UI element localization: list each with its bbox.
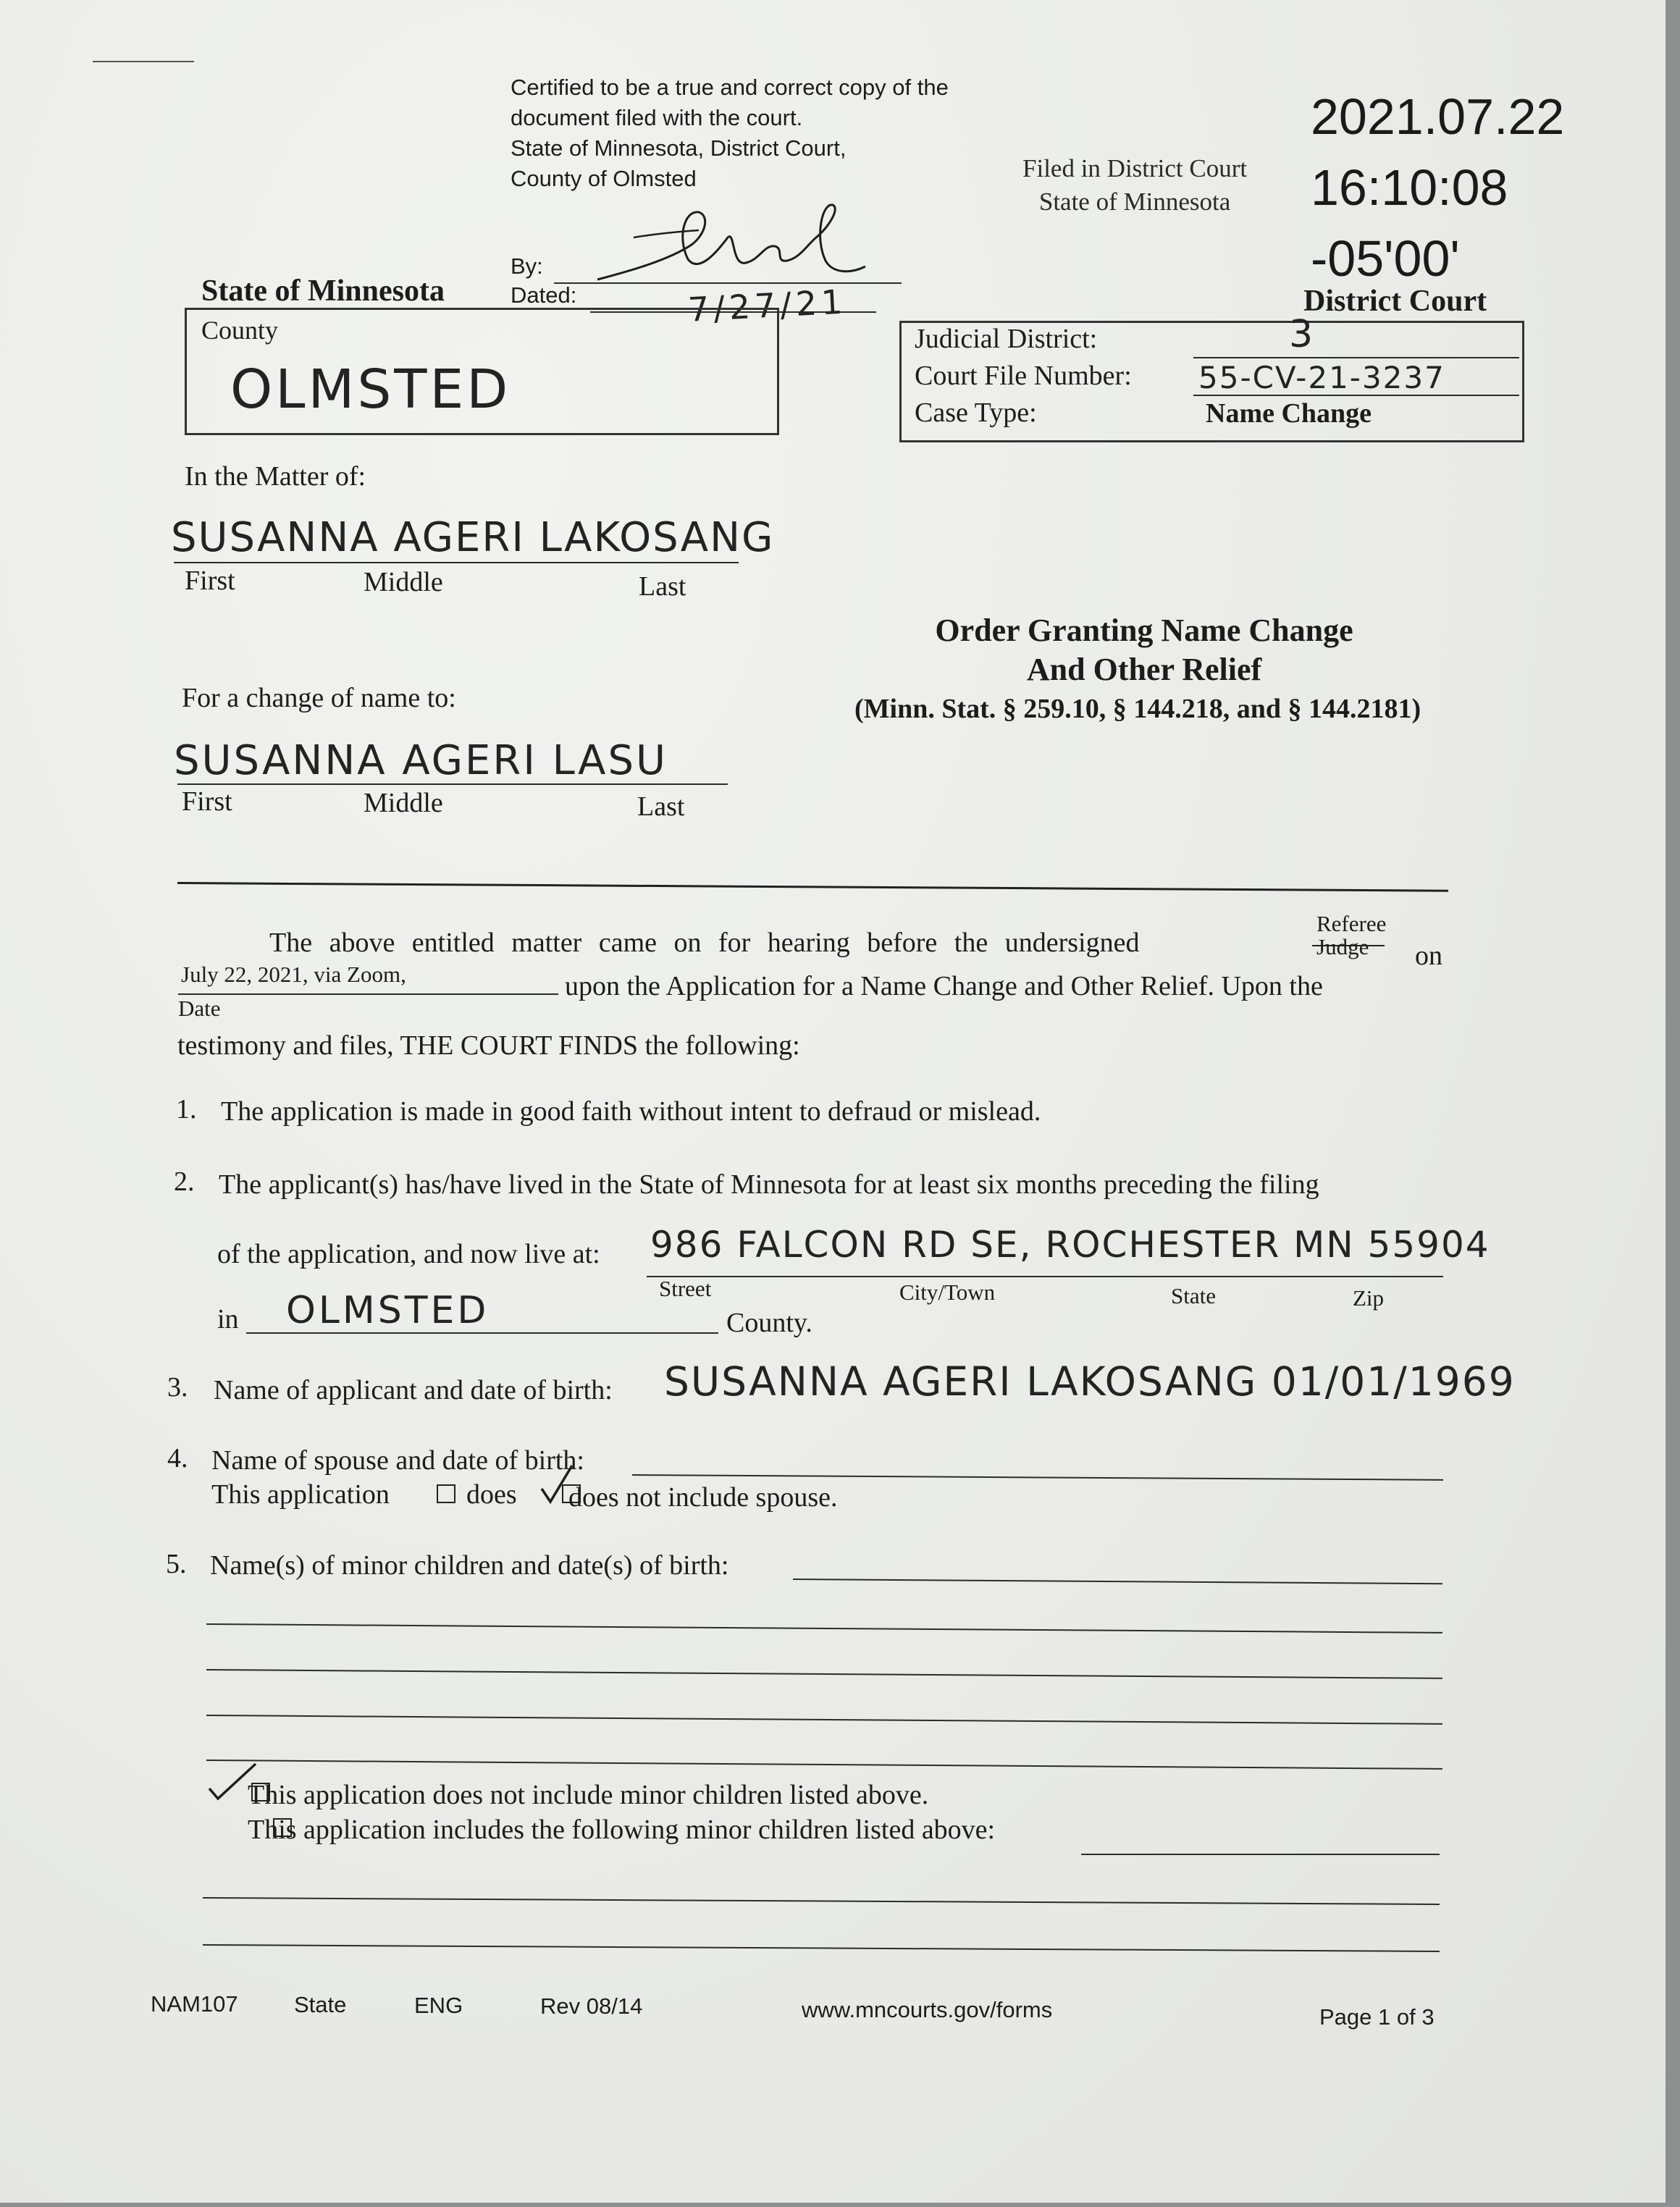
does-not-label: does not include spouse.	[568, 1482, 838, 1513]
dated-label: Dated:	[511, 282, 577, 308]
matter-last-label: Last	[639, 571, 686, 602]
finding-1-text: The application is made in good faith without intent to defraud or mislead.	[221, 1096, 1041, 1127]
zip-label: Zip	[1353, 1285, 1385, 1311]
children-line-3	[206, 1669, 1442, 1679]
finding-1-number: 1.	[176, 1094, 197, 1124]
margin-mark	[93, 61, 194, 62]
upon-text: upon the Application for a Name Change and Other Relief. Upon the	[565, 971, 1323, 1001]
judge-option: Judge	[1316, 934, 1369, 959]
judicial-district-label: Judicial District:	[915, 324, 1098, 354]
intro-text: The above entitled matter came on for hearing before the undersigned	[269, 928, 1140, 958]
footer-form-number: NAM107	[151, 1991, 238, 2017]
change-to-last-label: Last	[637, 791, 685, 822]
judicial-district-value: 3	[1289, 313, 1316, 356]
title-line-2: And Other Relief	[1026, 652, 1262, 687]
findings-intro: testimony and files, THE COURT FINDS the following:	[177, 1030, 800, 1061]
section-divider	[177, 882, 1448, 892]
cert-line-1: Certified to be a true and correct copy of the	[511, 75, 949, 100]
no-children-label: This application does not include minor children listed above.	[248, 1780, 929, 1810]
change-to-name-line	[177, 783, 728, 785]
included-children-line-1	[1081, 1854, 1440, 1855]
finding-3-text: Name of applicant and date of birth:	[214, 1375, 613, 1405]
referee-option: Referee	[1316, 911, 1387, 936]
judge-strikethrough	[1312, 945, 1385, 946]
timestamp-date: 2021.07.22	[1311, 88, 1565, 145]
footer-revision: Rev 08/14	[540, 1993, 643, 2019]
street-label: Street	[659, 1276, 712, 1301]
order-title	[854, 611, 1434, 689]
footer-language: ENG	[414, 1993, 463, 2018]
court-heading: District Court	[1303, 285, 1487, 318]
included-children-line-2	[203, 1897, 1440, 1905]
title-line-1: Order Granting Name Change	[935, 613, 1353, 648]
digital-timestamp	[1311, 81, 1564, 294]
children-line-4	[206, 1715, 1442, 1725]
finding-4-text: Name of spouse and date of birth:	[211, 1445, 584, 1476]
certification-block	[511, 72, 949, 194]
matter-label: In the Matter of:	[185, 461, 366, 492]
change-to-name: SUSANNA AGERI LASU	[174, 737, 668, 784]
court-file-value: 55-CV-21-3237	[1198, 360, 1445, 395]
filed-stamp	[1022, 152, 1247, 219]
includes-children-label: This application includes the following minor children listed above:	[248, 1815, 996, 1845]
finding-4-number: 4.	[167, 1443, 188, 1474]
case-type-label: Case Type:	[915, 398, 1037, 428]
finding-2-text-2: of the application, and now live at:	[217, 1239, 600, 1269]
change-to-first-label: First	[182, 786, 232, 817]
children-line-2	[206, 1623, 1442, 1634]
hearing-date-value: July 22, 2021, via Zoom,	[181, 962, 406, 987]
by-label: By:	[511, 253, 543, 279]
cert-line-2: document filed with the court.	[511, 105, 803, 130]
matter-middle-label: Middle	[364, 567, 443, 597]
filed-line-1: Filed in District Court	[1022, 154, 1248, 182]
address-value: 986 FALCON RD SE, ROCHESTER MN 55904	[650, 1224, 1490, 1266]
footer-state: State	[294, 1992, 347, 2017]
county-label-2: County.	[726, 1308, 812, 1338]
date-label: Date	[178, 996, 221, 1021]
included-children-line-3	[203, 1944, 1440, 1952]
finding-5-number: 5.	[166, 1549, 187, 1579]
children-line-5	[206, 1760, 1442, 1770]
address-line	[647, 1276, 1443, 1277]
children-line-1	[793, 1578, 1442, 1584]
court-file-label: Court File Number:	[915, 361, 1132, 391]
timestamp-offset: -05'00'	[1311, 230, 1460, 287]
finding-4-application: This application	[211, 1479, 390, 1510]
dated-value: 7/27/21	[686, 282, 848, 329]
signature-drawing	[590, 194, 894, 288]
timestamp-time: 16:10:08	[1311, 159, 1508, 216]
in-label: in	[217, 1304, 239, 1334]
case-type-value: Name Change	[1206, 398, 1372, 429]
state-label: State	[1171, 1283, 1216, 1308]
applicant-name-dob: SUSANNA AGERI LAKOSANG 01/01/1969	[664, 1358, 1516, 1405]
does-checkbox[interactable]	[437, 1484, 455, 1503]
on-text: on	[1415, 941, 1442, 971]
title-statutes: (Minn. Stat. § 259.10, § 144.218, and § 144.2181)	[854, 694, 1421, 724]
county-residence-line	[246, 1332, 718, 1334]
state-heading: State of Minnesota	[201, 274, 445, 308]
filed-line-2: State of Minnesota	[1038, 188, 1231, 216]
county-label: County	[201, 316, 279, 345]
finding-2-text: The applicant(s) has/have lived in the State of Minnesota for at least six months preceding the filing	[219, 1169, 1319, 1200]
finding-2-number: 2.	[174, 1166, 195, 1197]
hearing-date-line	[178, 993, 558, 995]
footer-page-number: Page 1 of 3	[1319, 2004, 1435, 2030]
finding-3-number: 3.	[167, 1372, 188, 1403]
county-value: OLMSTED	[230, 358, 511, 421]
footer-url[interactable]: www.mncourts.gov/forms	[802, 1997, 1053, 2022]
judicial-district-line	[1193, 357, 1519, 358]
cert-line-3: State of Minnesota, District Court,	[511, 135, 847, 161]
cert-line-4: County of Olmsted	[511, 166, 697, 191]
matter-name-line	[174, 562, 739, 563]
matter-first-label: First	[185, 566, 235, 596]
change-to-middle-label: Middle	[364, 788, 443, 818]
city-label: City/Town	[899, 1279, 996, 1305]
does-label: does	[466, 1479, 517, 1510]
matter-name: SUSANNA AGERI LAKOSANG	[171, 514, 775, 561]
county-residence-value: OLMSTED	[286, 1289, 490, 1332]
spouse-line	[632, 1474, 1443, 1481]
change-to-label: For a change of name to:	[182, 683, 456, 713]
finding-5-text: Name(s) of minor children and date(s) of birth:	[210, 1550, 729, 1581]
